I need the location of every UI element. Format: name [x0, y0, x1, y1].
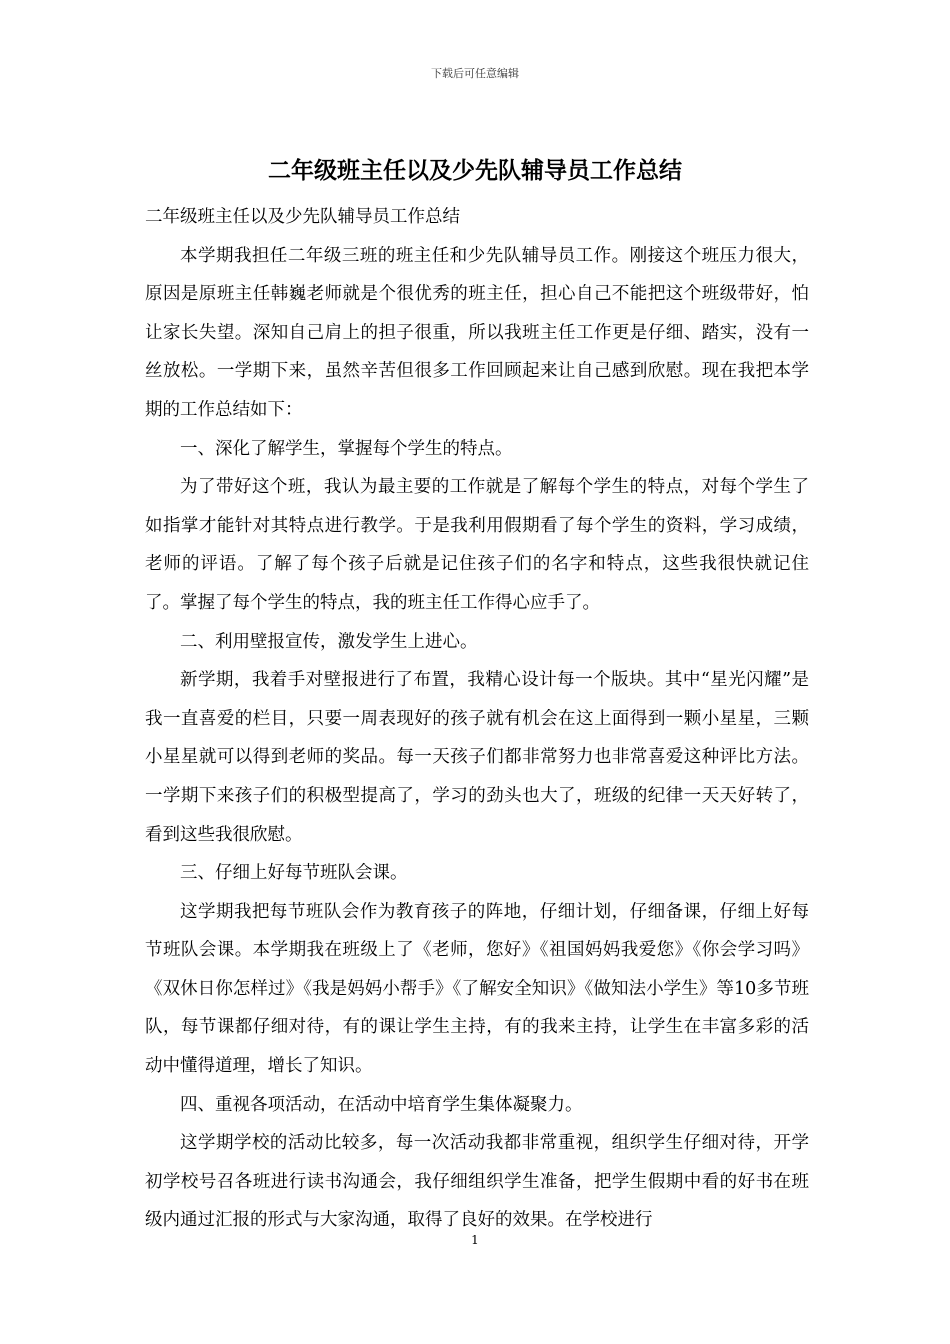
section-heading-2: 二、利用壁报宣传，激发学生上进心。 [180, 631, 478, 652]
paragraph-section-3: 这学期我把每节班队会作为教育孩子的阵地，仔细计划，仔细备课，仔细上好每节班队会课。本学期我在班级上了《老师，您好》《祖国妈妈我爱您》《你会学习吗》《双休日你怎样过》《我是妈妈小帮手》《了解安全知识》《做知法小学生》等10多节班队，每节课都仔细对待，有的课让学生主持，有的我来主持，让学生在丰富多彩的活动中懂得道理，增长了知识。 [145, 901, 809, 1077]
paragraph-section-4: 这学期学校的活动比较多，每一次活动我都非常重视，组织学生仔细对待，开学初学校号召各班进行读书沟通会，我仔细组织学生准备，把学生假期中看的好书在班级内通过汇报的形式与大家沟通，取得了良好的效果。在学校进行 [145, 1133, 809, 1231]
section-heading-3: 三、仔细上好每节班队会课。 [180, 863, 408, 884]
section-heading-1: 一、深化了解学生，掌握每个学生的特点。 [180, 438, 513, 459]
document-title: 二年级班主任以及少先队辅导员工作总结 [268, 158, 682, 184]
paragraph-section-1: 为了带好这个班，我认为最主要的工作就是了解每个学生的特点，对每个学生了如指掌才能针对其特点进行教学。于是我利用假期看了每个学生的资料，学习成绩，老师的评语。了解了每个孩子后就是记住孩子们的名字和特点，这些我很快就记住了。掌握了每个学生的特点，我的班主任工作得心应手了。 [145, 477, 809, 613]
page-number: 1 [471, 1233, 479, 1247]
paragraph-intro: 本学期我担任二年级三班的班主任和少先队辅导员工作。刚接这个班压力很大，原因是原班主任韩巍老师就是个很优秀的班主任，担心自己不能把这个班级带好，怕让家长失望。深知自己肩上的担子很重，所以我班主任工作更是仔细、踏实，没有一丝放松。一学期下来，虽然辛苦但很多工作回顾起来让自己感到欣慰。现在我把本学期的工作总结如下： [145, 245, 809, 420]
document-subtitle: 二年级班主任以及少先队辅导员工作总结 [145, 207, 460, 227]
section-heading-4: 四、重视各项活动，在活动中培育学生集体凝聚力。 [180, 1094, 583, 1115]
document-body [145, 198, 809, 1240]
page-header: 下载后可任意编辑 [431, 67, 519, 80]
paragraph-section-2: 新学期，我着手对壁报进行了布置，我精心设计每一个版块。其中“星光闪耀”是我一直喜爱的栏目，只要一周表现好的孩子就有机会在这上面得到一颗小星星，三颗小星星就可以得到老师的奖品。每一天孩子们都非常努力也非常喜爱这种评比方法。一学期下来孩子们的积极型提高了，学习的劲头也大了，班级的纪律一天天好转了，看到这些我很欣慰。 [145, 670, 809, 845]
